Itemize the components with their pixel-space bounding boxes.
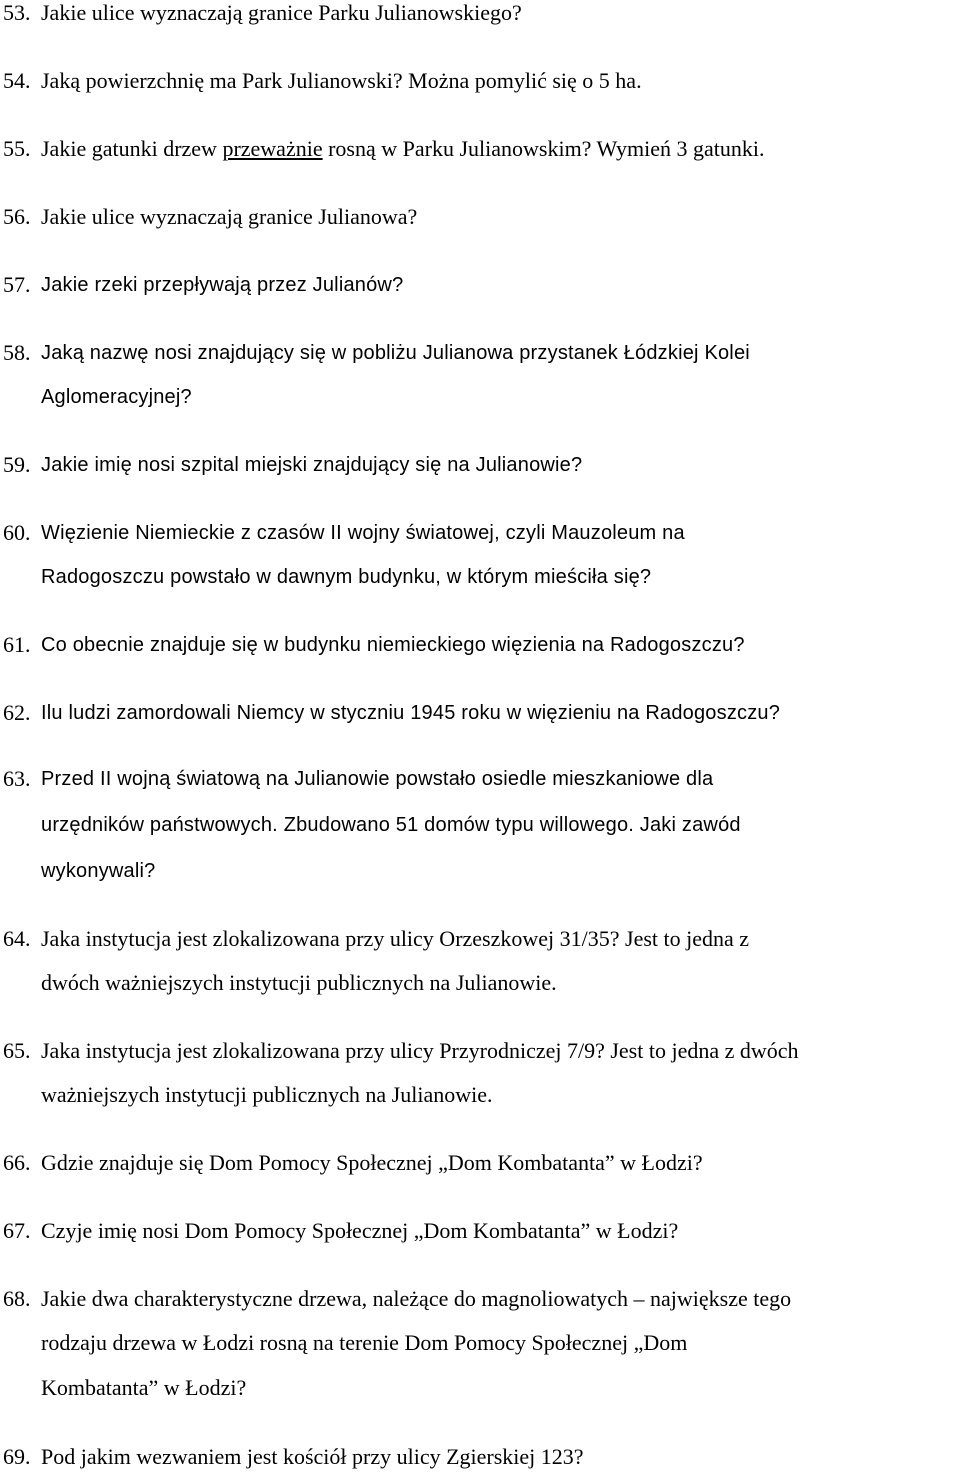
question-text: Jakie ulice wyznaczają granice Parku Julianowskiego?	[41, 0, 522, 25]
question-text-line-3: wykonywali?	[41, 860, 156, 882]
underlined-word: przeważnie	[222, 136, 323, 161]
question-number: 61.	[3, 632, 31, 657]
question-number: 59.	[3, 452, 31, 477]
question-text: Przed II wojną światową na Julianowie powstało osiedle mieszkaniowe dla	[41, 768, 714, 790]
question-text-line-2: Radogoszczu powstało w dawnym budynku, w którym mieściła się?	[41, 566, 652, 588]
question-text: Jakie imię nosi szpital miejski znajdujący się na Julianowie?	[41, 454, 583, 476]
question-number: 63.	[3, 766, 31, 791]
question-number: 58.	[3, 340, 31, 365]
question-text: Jakie rzeki przepływają przez Julianów?	[41, 274, 404, 296]
question-number: 62.	[3, 700, 31, 725]
question-number: 66.	[3, 1150, 31, 1175]
question-number: 55.	[3, 136, 31, 161]
question-text: Jakie dwa charakterystyczne drzewa, należące do magnoliowatych – największe tego	[41, 1286, 792, 1311]
question-text: Gdzie znajduje się Dom Pomocy Społecznej „Dom Kombatanta” w Łodzi?	[41, 1150, 703, 1175]
question-number: 57.	[3, 272, 31, 297]
question-text: Jaką nazwę nosi znajdujący się w pobliżu Julianowa przystanek Łódzkiej Kolei	[41, 342, 750, 364]
question-number: 53.	[3, 0, 31, 25]
question-text: Co obecnie znajduje się w budynku niemieckiego więzienia na Radogoszczu?	[41, 634, 745, 656]
question-text-line-2: Aglomeracyjnej?	[41, 386, 192, 408]
question-number: 60.	[3, 520, 31, 545]
question-number: 67.	[3, 1218, 31, 1243]
question-number: 68.	[3, 1286, 31, 1311]
question-text: Jaka instytucja jest zlokalizowana przy ulicy Orzeszkowej 31/35? Jest to jedna z	[41, 926, 750, 951]
question-text: Jaką powierzchnię ma Park Julianowski? Można pomylić się o 5 ha.	[41, 68, 642, 93]
question-text: Jakie ulice wyznaczają granice Julianowa?	[41, 204, 418, 229]
question-text: Pod jakim wezwaniem jest kościół przy ulicy Zgierskiej 123?	[41, 1444, 584, 1469]
question-text: Czyje imię nosi Dom Pomocy Społecznej „Dom Kombatanta” w Łodzi?	[41, 1218, 679, 1243]
question-number: 69.	[3, 1444, 31, 1469]
question-text: Jakie gatunki drzew przeważnie rosną w Parku Julianowskim? Wymień 3 gatunki.	[41, 136, 765, 161]
question-text-line-2: dwóch ważniejszych instytucji publicznych na Julianowie.	[41, 970, 557, 995]
question-text-line-2: ważniejszych instytucji publicznych na Julianowie.	[41, 1082, 493, 1107]
question-number: 64.	[3, 926, 31, 951]
question-text-line-2: rodzaju drzewa w Łodzi rosną na terenie Dom Pomocy Społecznej „Dom	[41, 1330, 688, 1355]
question-text-line-3: Kombatanta” w Łodzi?	[41, 1375, 247, 1400]
question-text: Jaka instytucja jest zlokalizowana przy ulicy Przyrodniczej 7/9? Jest to jedna z dwóch	[41, 1038, 799, 1063]
question-text-line-2: urzędników państwowych. Zbudowano 51 domów typu willowego. Jaki zawód	[41, 814, 741, 836]
question-text: Więzienie Niemieckie z czasów II wojny światowej, czyli Mauzoleum na	[41, 522, 685, 544]
question-number: 65.	[3, 1038, 31, 1063]
question-number: 54.	[3, 68, 31, 93]
question-number: 56.	[3, 204, 31, 229]
question-text: Ilu ludzi zamordowali Niemcy w styczniu 1945 roku w więzieniu na Radogoszczu?	[41, 702, 781, 724]
